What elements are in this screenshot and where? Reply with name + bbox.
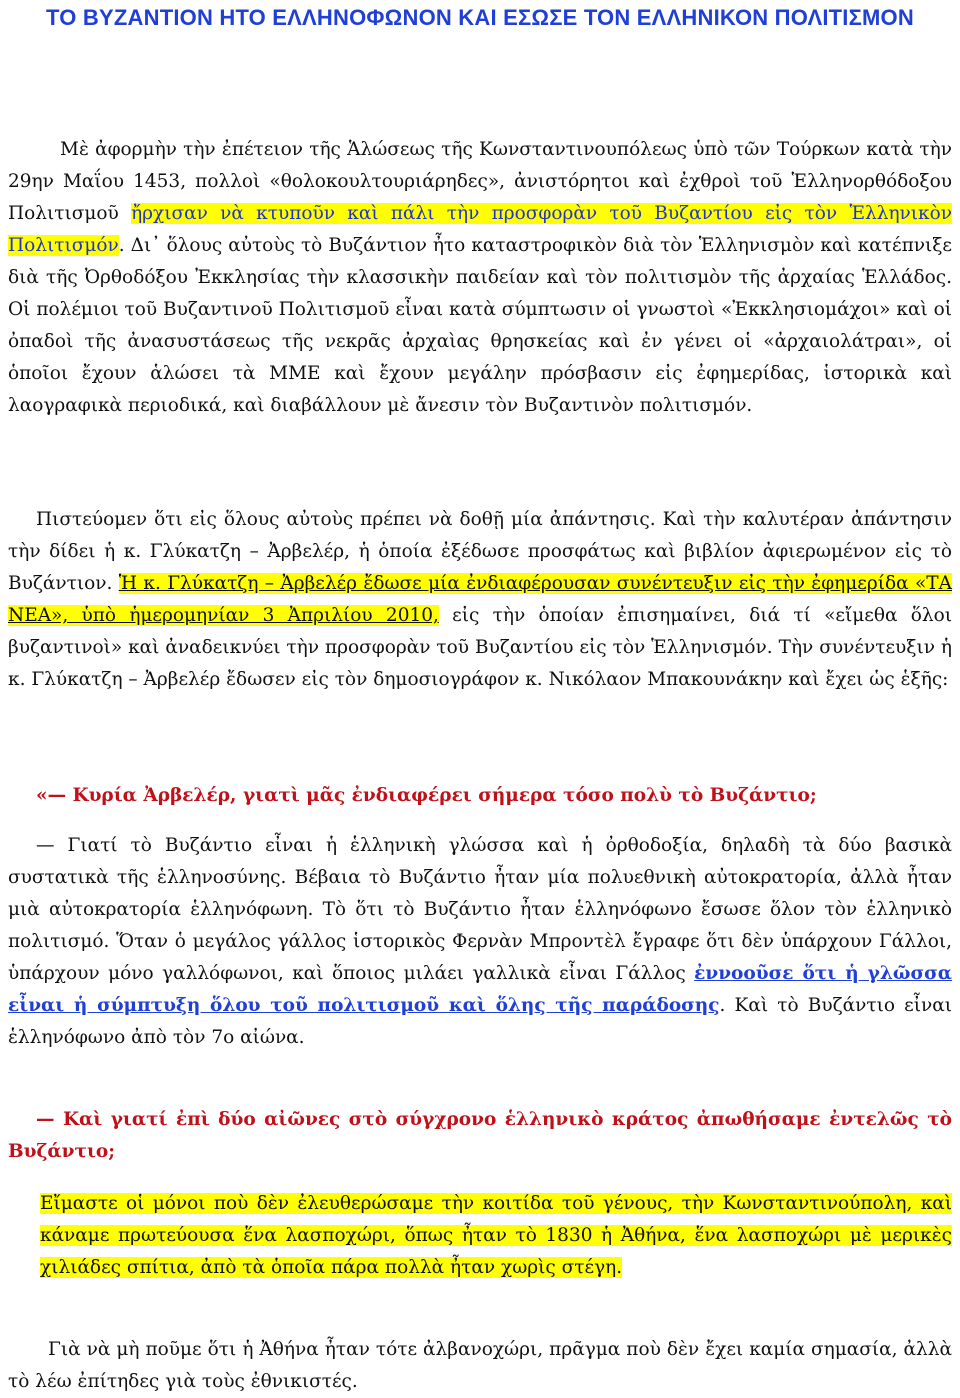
intro-text-c: . Δι᾽ ὅλους αὐτοὺς τὸ Βυζάντιον ἦτο καταστροφικὸν διὰ τὸν Ἑλληνισμὸν καὶ κατέπνιξε διὰ τῆς Ὀρθοδόξου Ἐκκλησίας τὴν κλασσικὴν παιδείαν καὶ τὸν πολιτισμὸν τῆς ἀρχαίας Ἑλλάδος. Οἱ πολέμιοι τοῦ Βυζαντινοῦ Πολιτισμοῦ εἶναι κατὰ σύμπτωσιν οἱ γνωστοὶ «Ἐκκλησιομάχοι» καὶ οἱ ὀπαδοὶ τῆς ἀνασυστάσεως τῆς νεκρᾶς ἀρχαὶας θρησκείας καὶ ἐν γένει οἱ «ἀρχαιολάτραι», οἱ ὁποῖοι ἔχουν ἁλώσει τὰ ΜΜΕ καὶ ἔχουν μεγάλην πρόσβασιν εἰς ἐφημερίδας, ἱστορικὰ καὶ λαογραφικὰ περιοδικά, καὶ διαβάλλουν μὲ ἄνεσιν τὸν Βυζαντινὸν πολιτισμόν. [8,235,952,416]
answer-1 [8,830,952,1054]
page-title: ΤΟ ΒΥΖΑΝΤΙΟΝ ΗΤΟ ΕΛΛΗΝΟΦΩΝΟΝ ΚΑΙ ΕΣΩΣΕ ΤΟΝ ΕΛΛΗΝΙΚΟΝ ΠΟΛΙΤΙΣΜΟΝ [46,5,914,30]
question-2: — Καὶ γιατί ἐπὶ δύο αἰῶνες στὸ σύγχρονο ἑλληνικὸ κράτος ἀπωθήσαμε ἐντελῶς τὸ Βυζάντιο; [8,1109,952,1162]
interview-highlight: Ἡ κ. Γλύκατζη – Ἀρβελέρ ἔδωσε μία ἐνδιαφέρουσαν συνέντευξιν εἰς τὴν ἐφημερίδα «ΤΑ ΝΕΑ», ὑπὸ ἡμερομηνίαν 3 Ἀπριλίου 2010, [8,573,952,626]
answer-1-c: . Καὶ τὸ Βυζάντιο εἶναι ἑλληνόφωνο ἀπὸ τὸν 7ο αἰώνα. [8,995,952,1048]
paragraph-intro [8,134,952,422]
interview-intro-c: εἰς τὴν ὁποίαν ἐπισημαίνει, διά τί «εἴμεθα ὅλοι βυζαντινοὶ» καὶ ἀναδεικνύει τὴν προσφορὰν τοῦ Βυζαντίου εἰς τὸν Ἑλληνισμόν. Τὴν συνέντευξιν ἡ κ. Γλύκατζη – Ἀρβελέρ ἔδωσεν εἰς τὸν δημοσιογράφον κ. Νικόλαον Μπακουνάκην καὶ ἔχει ὡς ἑξῆς: [8,605,952,690]
intro-text-a: Μὲ ἀφορμὴν τὴν ἐπέτειον τῆς Ἁλώσεως τῆς Κωνσταντινουπόλεως ὑπὸ τῶν Τούρκων κατὰ τὴν 29ην Μαΐου 1453, πολλοὶ «θολοκουλτουριάρηδες», ἀνιστόρητοι καὶ ἐχθροὶ τοῦ Ἑλληνορθόδοξου Πολιτισμοῦ [8,139,952,224]
paragraph-interview-intro [8,504,952,696]
intro-highlight: ἤρχισαν νὰ κτυποῦν καὶ πάλι τὴν προσφορὰν τοῦ Βυζαντίου εἰς τὸν Ἑλληνικὸν Πολιτισμόν [8,203,952,256]
interview-intro-a: Πιστεύομεν ὅτι εἰς ὅλους αὐτοὺς πρέπει νὰ δοθῇ μία ἀπάντησις. Καὶ τὴν καλυτέραν ἀπάντησιν τὴν δίδει ἡ κ. Γλύκατζη – Ἀρβελέρ, ἡ ὁποία ἐξέδωσε προσφάτως καὶ βιβλίον ἀφιερωμένον εἰς τὸ Βυζάντιον. [8,509,952,594]
answer-1-emphasis: ἐννοοῦσε ὅτι ἡ γλῶσσα εἶναι ἡ σύμπτυξη ὅλου τοῦ πολιτισμοῦ καὶ ὅλης τῆς παράδοσης [8,963,952,1016]
answer-3: Γιὰ νὰ μὴ ποῦμε ὅτι ἡ Ἀθήνα ἦταν τότε ἀλβανοχώρι, πρᾶγμα ποὺ δὲν ἔχει καμία σημασία, ἀλλὰ τὸ λέω ἐπίτηδες γιὰ τοὺς ἐθνικιστές. [8,1339,952,1392]
answer-2-highlight: Εἴμαστε οἱ μόνοι ποὺ δὲν ἐλευθερώσαμε τὴν κοιτίδα τοῦ γένους, τὴν Κωνσταντινούπολη, καὶ κάναμε πρωτεύουσα ἕνα λασποχώρι, ὅπως ἦταν τὸ 1830 ἡ Ἀθήνα, ἕνα λασποχώρι μὲ μερικὲς χιλιάδες σπίτια, ἀπὸ τὰ ὁποῖα πάρα πολλὰ ἦταν χωρὶς στέγη. [40,1193,952,1278]
answer-1-a: — Γιατί τὸ Βυζάντιο εἶναι ἡ ἑλληνικὴ γλώσσα καὶ ἡ ὀρθοδοξία, δηλαδὴ τὰ δύο βασικὰ συστατικὰ τῆς ἑλληνοσύνης. Βέβαια τὸ Βυζάντιο ἦταν μία πολυεθνικὴ αὐτοκρατορία, ἀλλὰ ἦταν μιὰ αὐτοκρατορία ἑλληνόφωνη. Τὸ ὅτι τὸ Βυζάντιο ἦταν ἑλληνόφωνο ἔσωσε ὅλον τὸν ἑλληνικὸ πολιτισμό. Ὅταν ὁ μεγάλος γάλλος ἱστορικὸς Φερνὰν Μπροντὲλ ἔγραφε ὅτι δὲν ὑπάρχουν Γάλλοι, ὑπάρχουν μόνο γαλλόφωνοι, καὶ ὅποιος μιλάει γαλλικὰ εἶναι Γάλλος [8,835,952,984]
answer-2 [40,1188,952,1284]
question-1: «— Κυρία Ἀρβελέρ, γιατὶ μᾶς ἐνδιαφέρει σήμερα τόσο πολὺ τὸ Βυζάντιο; [36,785,817,806]
